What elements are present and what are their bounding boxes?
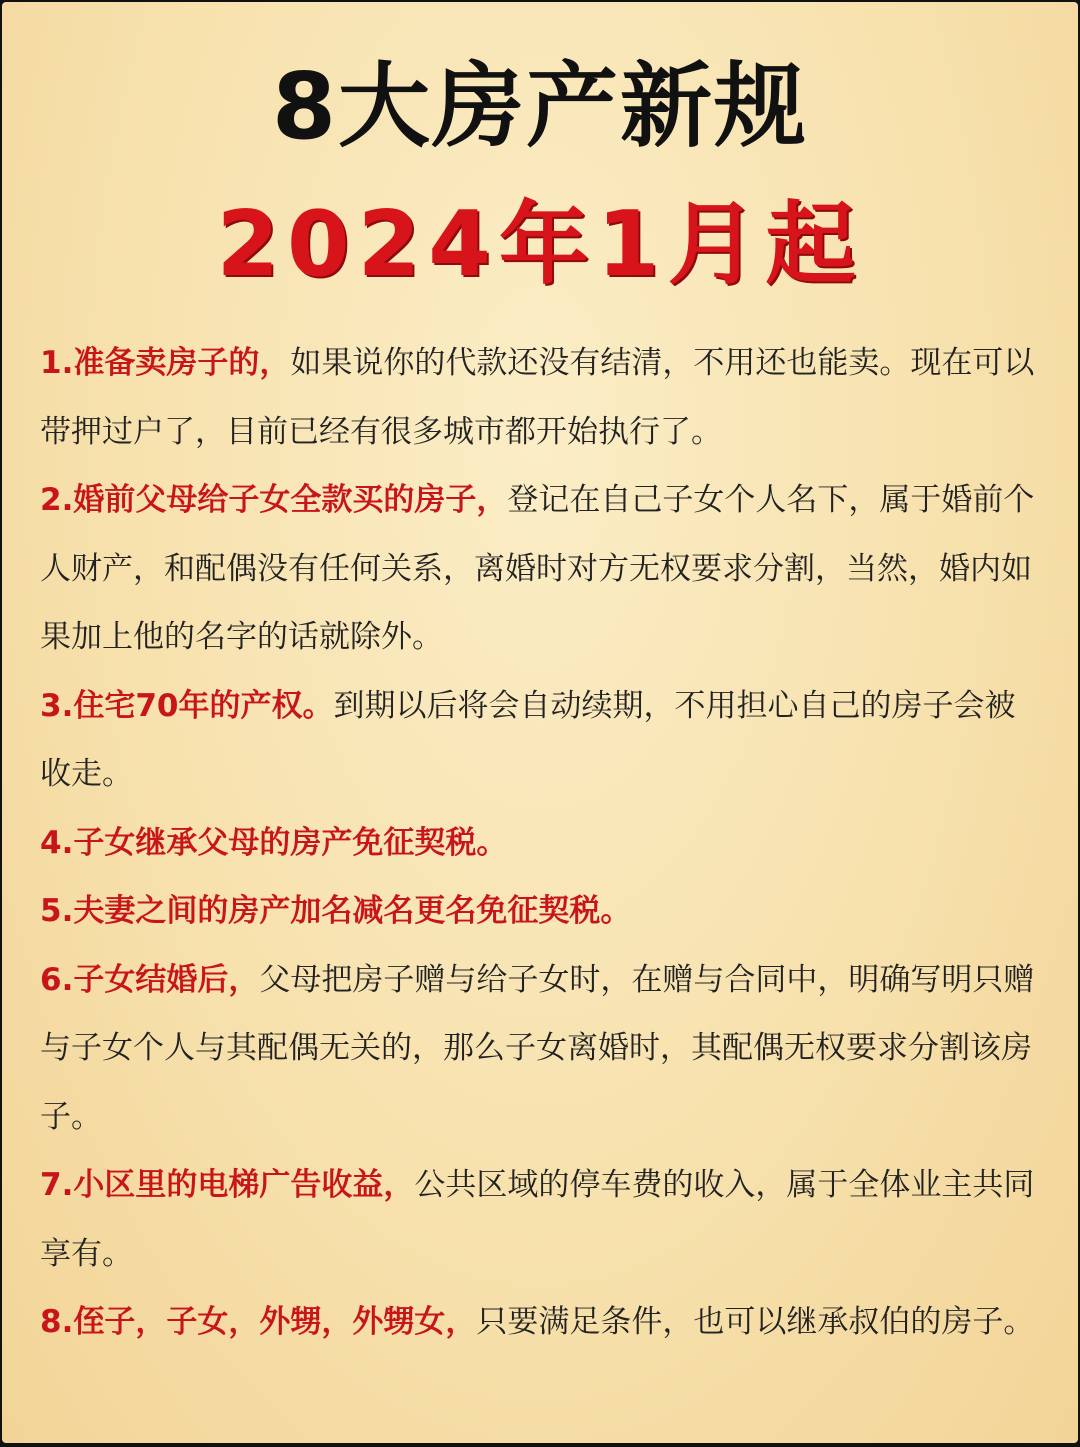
rule-text: 父母把房子赠与给子女时，在赠与合同中，明确写明只赠与子女个人与其配偶无关的，那么子女离婚时，其配偶无权要求分割该房子。 — [40, 961, 1035, 1135]
rule-highlight: 4.子女继承父母的房产免征契税。 — [40, 824, 508, 861]
rule-item-7 — [40, 1151, 1040, 1288]
rule-highlight: 2.婚前父母给子女全款买的房子， — [40, 482, 508, 518]
rule-text: 到期以后将会自动续期，不用担心自己的房子会被收走。 — [40, 687, 1016, 792]
rule-item-4 — [40, 809, 1040, 878]
rule-text: 登记在自己子女个人名下，属于婚前个人财产，和配偶没有任何关系，离婚时对方无权要求分割，当然，婚内如果加上他的名字的话就除外。 — [40, 482, 1035, 655]
rule-highlight: 5.夫妻之间的房产加名减名更名免征契税。 — [40, 893, 632, 929]
rule-item-5 — [40, 877, 1040, 946]
poster — [2, 2, 1078, 1443]
page-title: 8大房产新规 — [271, 53, 808, 160]
page-subtitle: 2024年1月起 — [216, 192, 864, 297]
rule-highlight: 6.子女结婚后， — [40, 961, 260, 998]
rule-item-1 — [40, 329, 1040, 466]
rule-text: 公共区域的停车费的收入，属于全体业主共同享有。 — [40, 1167, 1035, 1272]
rule-text: 只要满足条件，也可以继承叔伯的房子。 — [476, 1304, 1035, 1340]
rule-highlight: 1.准备卖房子的， — [40, 345, 291, 381]
rule-item-6 — [40, 946, 1040, 1152]
rule-item-2 — [40, 466, 1040, 672]
rule-highlight: 7.小区里的电梯广告收益， — [40, 1167, 415, 1203]
rule-highlight: 8.侄子，子女，外甥，外甥女， — [40, 1304, 477, 1340]
rule-highlight: 3.住宅70年的产权。 — [40, 687, 334, 724]
rule-text: 如果说你的代款还没有结清，不用还也能卖。现在可以带押过户了，目前已经有很多城市都开始执行了。 — [40, 345, 1035, 450]
rules-list — [40, 329, 1040, 1357]
rule-item-3 — [40, 672, 1040, 809]
rule-item-8 — [40, 1288, 1040, 1357]
